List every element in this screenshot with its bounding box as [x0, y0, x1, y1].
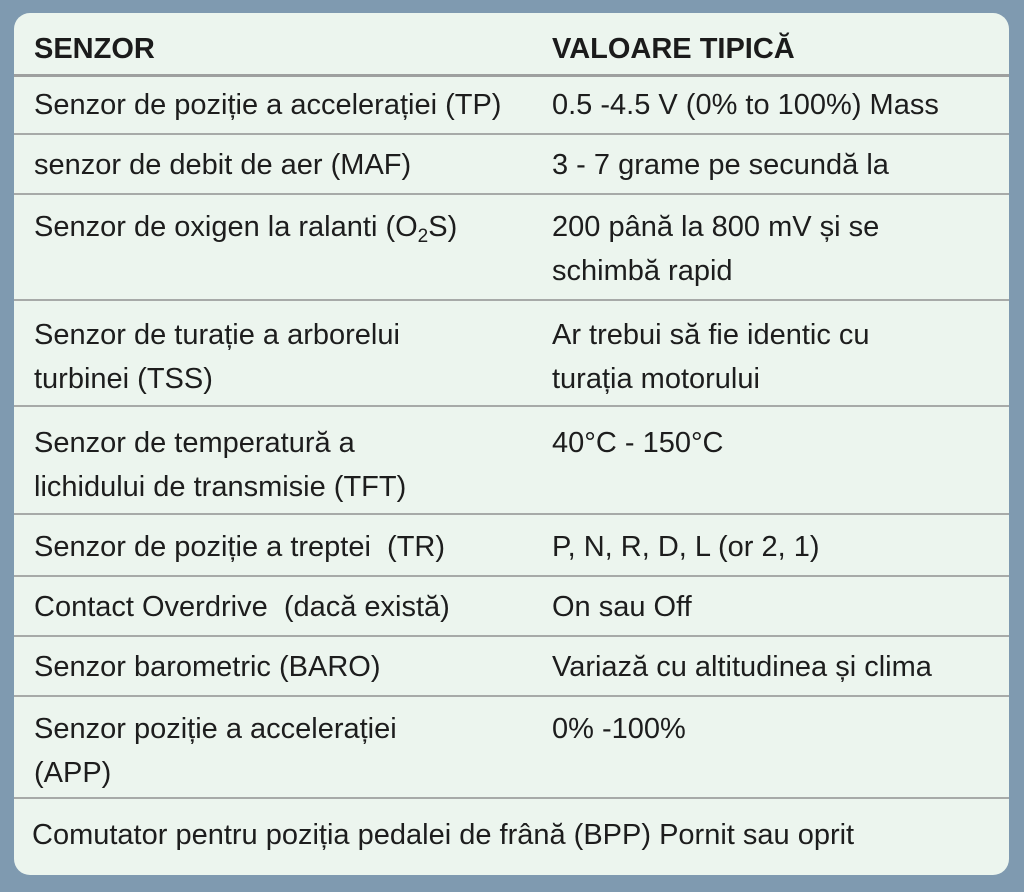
sensor-text-prefix: Senzor de oxigen la ralanti (O: [34, 211, 418, 243]
sensor-line-1: Senzor poziție a accelerației: [34, 713, 397, 745]
table-row: [14, 697, 1009, 799]
table-row: [14, 577, 1009, 637]
header-typical-value: VALOARE TIPICĂ: [552, 33, 795, 65]
value-cell: 0.5 -4.5 V (0% to 100%) Mass: [552, 89, 939, 121]
sensor-cell: [34, 421, 534, 509]
value-cell: 40°C - 150°C: [552, 427, 724, 459]
full-width-cell: Comutator pentru poziția pedalei de frână (BPP) Pornit sau oprit: [32, 819, 855, 851]
value-cell: 3 - 7 grame pe secundă la: [552, 149, 889, 181]
sensor-line-1: Senzor de turație a arborelui: [34, 319, 400, 351]
value-cell: 0% -100%: [552, 713, 686, 745]
sensor-text-subscript: 2: [417, 226, 429, 247]
sensor-line-1: Senzor de temperatură a: [34, 427, 355, 459]
value-line-1: Ar trebui să fie identic cu: [552, 319, 870, 351]
table-row: [14, 301, 1009, 407]
sensor-cell: senzor de debit de aer (MAF): [34, 149, 412, 181]
sensor-cell: Senzor de poziție a accelerației (TP): [34, 89, 502, 121]
sensor-cell: [34, 205, 534, 253]
sensor-line-2: turbinei (TSS): [34, 363, 213, 395]
value-line-2: schimbă rapid: [552, 255, 733, 287]
table-row: [14, 135, 1009, 195]
table-row: [14, 637, 1009, 697]
table-row: [14, 799, 1009, 875]
sensor-text-suffix: S): [428, 211, 458, 243]
table-row: [14, 407, 1009, 515]
value-cell: Variază cu altitudinea și clima: [552, 651, 932, 683]
value-cell: [552, 313, 1002, 401]
value-cell: P, N, R, D, L (or 2, 1): [552, 531, 820, 563]
table-row: [14, 515, 1009, 577]
value-line-1: 200 până la 800 mV și se: [552, 211, 880, 243]
sensor-line-2: (APP): [34, 757, 112, 789]
sensor-cell: Senzor barometric (BARO): [34, 651, 381, 683]
table-row: [14, 77, 1009, 135]
sensor-cell: [34, 313, 534, 401]
sensor-cell: Contact Overdrive (dacă există): [34, 591, 450, 623]
sensor-line-2: lichidului de transmisie (TFT): [34, 471, 407, 503]
header-sensor: SENZOR: [34, 33, 155, 65]
sensor-table: [14, 13, 1009, 875]
sensor-cell: Senzor de poziție a treptei (TR): [34, 531, 446, 563]
table-row: [14, 195, 1009, 301]
value-cell: On sau Off: [552, 591, 692, 623]
sensor-cell: [34, 707, 534, 795]
table-header-row: [14, 13, 1009, 77]
value-cell: [552, 205, 1002, 293]
value-line-2: turația motorului: [552, 363, 760, 395]
